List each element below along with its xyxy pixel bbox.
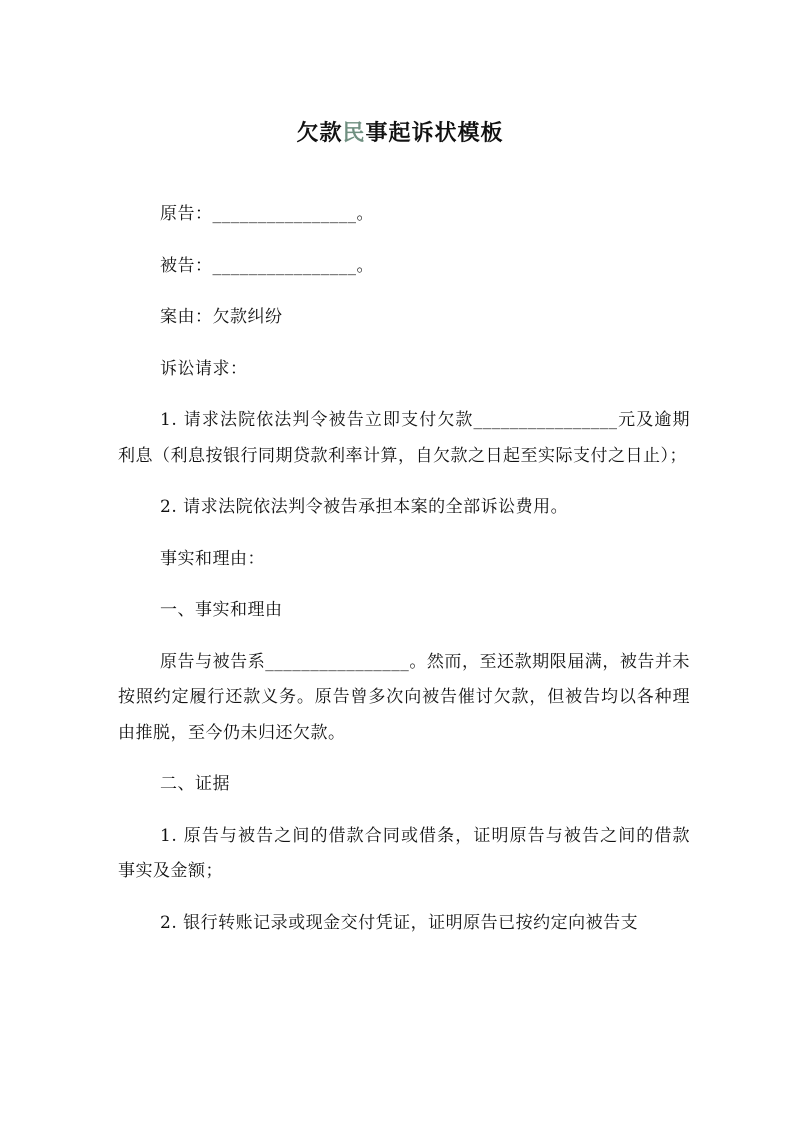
document-title [0,117,800,149]
plaintiff-line: 原告：________________。 [160,204,374,224]
section-2-heading: 二、证据 [160,774,230,794]
claim-item-1: 1. 请求法院依法判令被告立即支付欠款________________元及逾期利息（利息按银行同期贷款利率计算，自欠款之日起至实际支付之日止）； [118,410,690,466]
claims-heading: 诉讼请求： [160,358,248,379]
defendant-line: 被告：________________。 [160,255,374,276]
document-body [118,197,690,957]
evidence-item-2: 2. 银行转账记录或现金交付凭证，证明原告已按约定向被告支 [160,912,639,933]
title-text-part3: 事起诉状模板 [365,120,504,146]
facts-reasons-heading: 事实和理由： [160,548,265,569]
evidence-item-1: 1. 原告与被告之间的借款合同或借条，证明原告与被告之间的借款事实及金额； [118,825,690,881]
title-text-part2: 民 [342,120,366,146]
claim-item-2: 2. 请求法院依法判令被告承担本案的全部诉讼费用。 [160,497,569,517]
facts-paragraph: 原告与被告系________________。然而，至还款期限届满，被告并未按照约定履行还款义务。原告曾多次向被告催讨欠款，但被告均以各种理由推脱，至今仍未归还欠款。 [118,651,690,743]
case-cause-line: 案由：欠款纠纷 [160,307,283,327]
section-1-heading: 一、事实和理由 [160,600,283,620]
title-text-part1: 欠款 [296,120,343,146]
